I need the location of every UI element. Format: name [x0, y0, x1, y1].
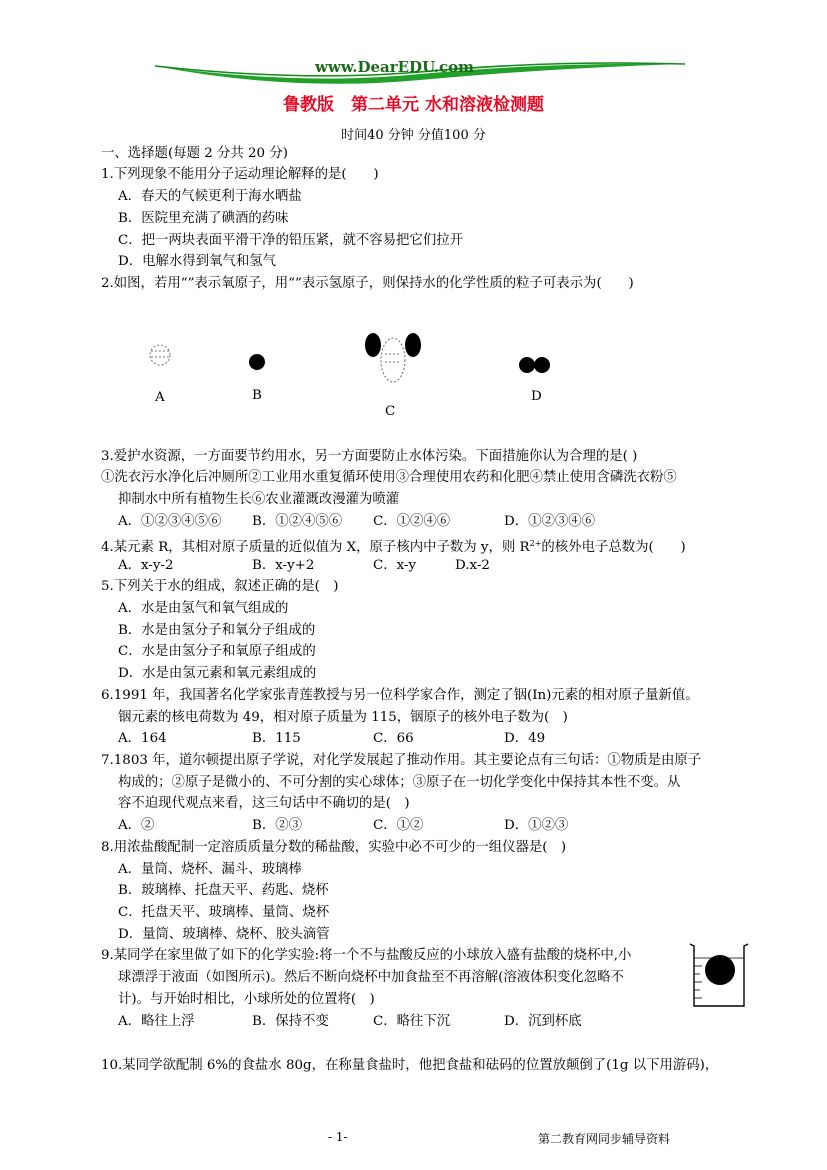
- question-6-stem-cont: 铟元素的核电荷数为 49，相对原子质量为 115，铟原子的核外电子数为( ): [118, 710, 568, 725]
- question-3-option-d: D．①②③④⑥: [504, 514, 596, 529]
- site-banner: [150, 52, 690, 92]
- question-9-option-c: C．略往下沉: [373, 1014, 451, 1029]
- question-6-option-b: B．115: [252, 731, 301, 746]
- question-9-option-a: A．略往上浮: [118, 1014, 195, 1029]
- question-4-stem: [101, 534, 686, 557]
- figure-label-c: C: [385, 404, 396, 419]
- question-4-option-d: D.x-2: [455, 558, 490, 573]
- molecule-a-icon: [150, 345, 170, 365]
- question-8-option-a: A．量筒、烧杯、漏斗、玻璃棒: [118, 862, 302, 877]
- beaker-icon: [686, 940, 756, 1012]
- question-9-option-d: D．沉到杯底: [504, 1014, 582, 1029]
- question-3-option-b: B．①②④⑤⑥: [252, 514, 343, 529]
- question-4-stem-pre: 4.某元素 R，其相对原子质量的近似值为 X，原子核内中子数为 y，则 R: [101, 540, 530, 555]
- question-5-option-a: A．水是由氢气和氧气组成的: [118, 601, 289, 616]
- question-9-stem: 9.某同学在家里做了如下的化学实验:将一个不与盐酸反应的小球放入盛有盐酸的烧杯中,小: [101, 948, 632, 963]
- question-3-option-c: C．①②④⑥: [373, 514, 451, 529]
- question-4-stem-post: 的核外电子总数为( ): [541, 540, 686, 555]
- section-heading: 一、选择题(每题 2 分共 20 分): [101, 146, 288, 161]
- question-7-option-c: C．①②: [373, 818, 424, 833]
- question-7-option-d: D．①②③: [504, 818, 569, 833]
- page-title: 鲁教版 第二单元 水和溶液检测题: [283, 95, 544, 115]
- question-8-stem: 8.用浓盐酸配制一定溶质质量分数的稀盐酸，实验中必不可少的一组仪器是( ): [101, 840, 567, 855]
- question-7-stem-cont: 构成的；②原子是微小的、不可分割的实心球体；③原子在一切化学变化中保持其本性不变。从: [118, 775, 681, 790]
- question-7-stem-cont-2: 容不迫现代观点来看，这三句话中不确切的是( ): [118, 796, 410, 811]
- question-5-stem: 5.下列关于水的组成，叙述正确的是( ): [101, 579, 339, 594]
- figure-label-b: B: [252, 388, 262, 403]
- page-number: - 1-: [328, 1130, 348, 1144]
- question-1-option-a: A．春天的气候更利于海水晒盐: [118, 189, 302, 204]
- question-6-option-c: C．66: [373, 731, 414, 746]
- question-8-option-b: B．玻璃棒、托盘天平、药匙、烧杯: [118, 883, 329, 898]
- question-9-stem-cont-2: 计)。与开始时相比，小球所处的位置将( ): [118, 992, 375, 1007]
- footer-publisher: 第二教育网同步辅导资料: [538, 1132, 671, 1146]
- question-3-option-a: A．①②③④⑤⑥: [118, 514, 222, 529]
- question-6-option-a: A．164: [118, 731, 167, 746]
- site-url: www.DearEDU.com: [315, 58, 475, 76]
- question-1-stem: 1.下列现象不能用分子运动理论解释的是( ): [101, 167, 379, 182]
- question-4-option-a: A．x-y-2: [118, 558, 174, 573]
- question-9-option-b: B．保持不变: [252, 1014, 329, 1029]
- question-7-stem: 7.1803 年，道尔顿提出原子学说，对化学发展起了推动作用。其主要论点有三句话：①物质是由原子: [101, 753, 702, 768]
- figure-label-d: D: [531, 389, 542, 404]
- molecule-c-icon: [365, 333, 421, 382]
- question-6-stem: 6.1991 年，我国著名化学家张青莲教授与另一位科学家合作，测定了铟(In)元素的相对原子量新值。: [101, 688, 699, 703]
- question-5-option-c: C．水是由氢分子和氧原子组成的: [118, 644, 316, 659]
- question-7-option-b: B．②③: [252, 818, 303, 833]
- question-8-option-d: D．量筒、玻璃棒、烧杯、胶头滴管: [118, 927, 330, 942]
- question-3-measures: ①洗衣污水净化后冲厕所②工业用水重复循环使用③合理使用农药和化肥④禁止使用含磷洗衣粉⑤: [101, 470, 677, 485]
- question-1-option-b: B．医院里充满了碘酒的药味: [118, 211, 289, 226]
- question-8-option-c: C．托盘天平、玻璃棒、量筒、烧杯: [118, 905, 330, 920]
- question-9-stem-cont: 球漂浮于液面（如图所示)。然后不断向烧杯中加食盐至不再溶解(溶液体积变化忽略不: [118, 970, 624, 985]
- question-7-option-a: A．②: [118, 818, 155, 833]
- exam-meta: 时间40 分钟 分值100 分: [341, 128, 486, 143]
- question-3-measures-cont: 抑制水中所有植物生长⑥农业灌溉改漫灌为喷灌: [118, 492, 400, 507]
- question-2-stem: 2.如图，若用“”表示氧原子，用“”表示氢原子，则保持水的化学性质的粒子可表示为( ): [101, 276, 634, 291]
- question-6-option-d: D．49: [504, 731, 546, 746]
- question-4-option-c: C．x-y: [373, 558, 417, 573]
- question-10-stem: 10.某同学欲配制 6%的食盐水 80g，在称量食盐时，他把食盐和砝码的位置放颠倒了(1g 以下用游码)，: [101, 1058, 719, 1073]
- question-1-option-c: C．把一两块表面平滑干净的铅压紧，就不容易把它们拉开: [118, 233, 464, 248]
- question-1-option-d: D．电解水得到氧气和氢气: [118, 254, 277, 269]
- question-4-charge: 2+: [529, 539, 542, 548]
- molecule-figure: [140, 330, 560, 420]
- question-5-option-d: D．水是由氢元素和氧元素组成的: [118, 666, 317, 681]
- molecule-d-icon: [519, 357, 550, 373]
- question-4-option-b: B．x-y+2: [252, 558, 315, 573]
- question-5-option-b: B．水是由氢分子和氧分子组成的: [118, 623, 316, 638]
- molecule-b-icon: [249, 354, 265, 370]
- question-3-stem: 3.爱护水资源，一方面要节约用水，另一方面要防止水体污染。下面措施你认为合理的是( ): [101, 449, 638, 464]
- figure-label-a: A: [155, 390, 165, 405]
